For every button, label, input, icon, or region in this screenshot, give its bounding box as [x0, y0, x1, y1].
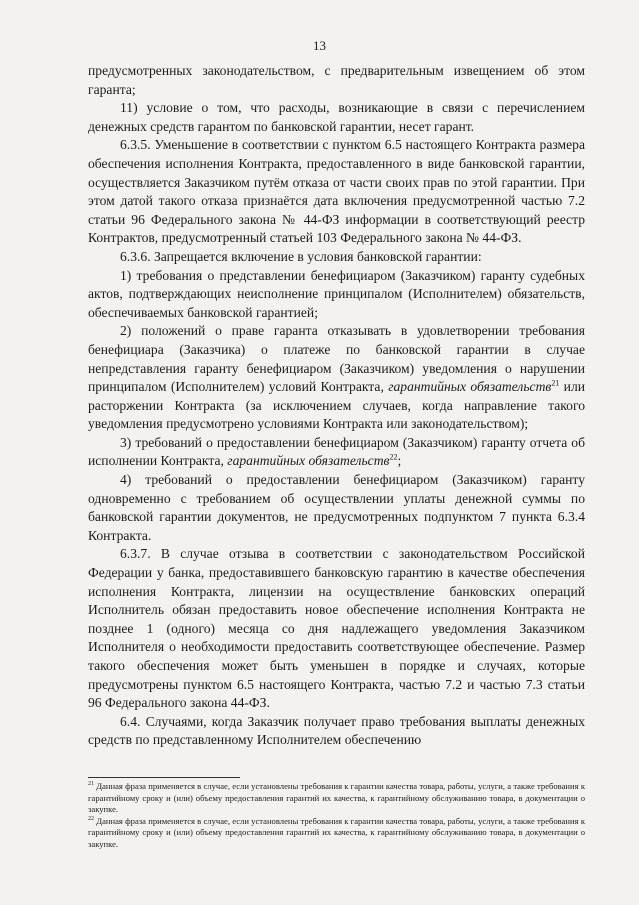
paragraph: предусмотренных законодательством, с предварительным извещением об этом гаранта; [88, 63, 585, 97]
paragraph [88, 434, 585, 471]
emphasis-text: гарантийных обязательств [227, 453, 390, 469]
emphasis-text: гарантийных обязательств [388, 379, 552, 395]
footnotes [88, 781, 585, 851]
paragraph-text: ; [397, 453, 402, 469]
paragraph: 1) требования о представлении бенефициаром (Заказчиком) гаранту судебных актов, подтверждающих неисполнение принципалом (Исполнителем) обязательств, обеспечиваемых банковской гарантией; [88, 267, 585, 320]
footnote-number: 22 [88, 815, 94, 822]
paragraph: 11) условие о том, что расходы, возникающие в связи с перечислением денежных средств гарантом по банковской гарантии, несет гарант. [88, 100, 585, 134]
footnote [88, 816, 585, 851]
footnote-text: Данная фраза применяется в случае, если установлены требования к гарантии качества товара, работы, услуги, а также требования к гарантийному сроку и (или) объему предоставления гарантий их качества, к гарантийному обслуживанию товара, в документации о закупке. [88, 815, 585, 849]
paragraph: 6.4. Случаями, когда Заказчик получает право требования выплаты денежных средств по представленному Исполнителем обеспечению [88, 713, 585, 748]
footnote-ref[interactable]: 22 [389, 452, 398, 462]
paragraph-text: 2) положений о праве гаранта отказывать в удовлетворении требования бенефициара (Заказчика) о платеже по банковской гарантии в случае непредставления гаранту бенефициаром (Заказчиком) уведомления о нарушении принципалом (Исполнителем) условий Контракта, [88, 323, 585, 395]
footnote-divider [88, 777, 240, 778]
page-number: 13 [313, 38, 326, 53]
paragraph: 6.3.6. Запрещается включение в условия банковской гарантии: [120, 248, 482, 264]
footnote-number: 21 [88, 781, 94, 788]
paragraph: 6.3.5. Уменьшение в соответствии с пунктом 6.5 настоящего Контракта размера обеспечения исполнения Контракта, предоставленного в виде банковской гарантии, осуществляется Заказчиком путём отказа от части своих прав по этой гарантии. При этом датой такого отказа признаётся дата включения предусмотренной частью 7.2 статьи 96 Федерального закона № 44-ФЗ информации в соответствующий реестр Контрактов, предусмотренный статьей 103 Федерального закона № 44-ФЗ. [88, 137, 585, 246]
footnote-ref[interactable]: 21 [551, 378, 560, 388]
paragraph-text: или расторжении Контракта (за исключением случаев, когда направление такого уведомления предусмотрено условиями Контракта или законодательством); [88, 379, 585, 432]
footnote [88, 781, 585, 816]
paragraph: 6.3.7. В случае отзыва в соответствии с законодательством Российской Федерации у банка, предоставившего банковскую гарантию в качестве обеспечения исполнения Контракта, лицензии на осуществление банковских операций Исполнитель обязан предоставить новое обеспечение исполнения Контракта не позднее 1 (одного) месяца со дня надлежащего уведомления Заказчиком Исполнителя о необходимости предоставить соответствующее обеспечение. Размер такого обеспечения может быть уменьшен в порядке и случаях, которые предусмотрены пунктом 6.5 настоящего Контракта, частью 7.2 и частью 7.3 статьи 96 Федерального закона 44-ФЗ. [88, 546, 585, 711]
document-body [88, 62, 585, 750]
paragraph: 4) требований о предоставлении бенефициаром (Заказчиком) гаранту одновременно с требованием об осуществлении уплаты денежной суммы по банковской гарантии документов, не предусмотренных подпунктом 7 пункта 6.3.4 Контракта. [88, 472, 585, 543]
paragraph [88, 322, 585, 434]
paragraph-text: 3) требований о предоставлении бенефициаром (Заказчиком) гаранту отчета об исполнении Контракта, [88, 434, 585, 469]
footnote-text: Данная фраза применяется в случае, если установлены требования к гарантии качества товара, работы, услуги, а также требования к гарантийному сроку и (или) объему предоставления гарантий их качества, к гарантийному обслуживанию товара, в документации о закупке. [88, 781, 585, 815]
